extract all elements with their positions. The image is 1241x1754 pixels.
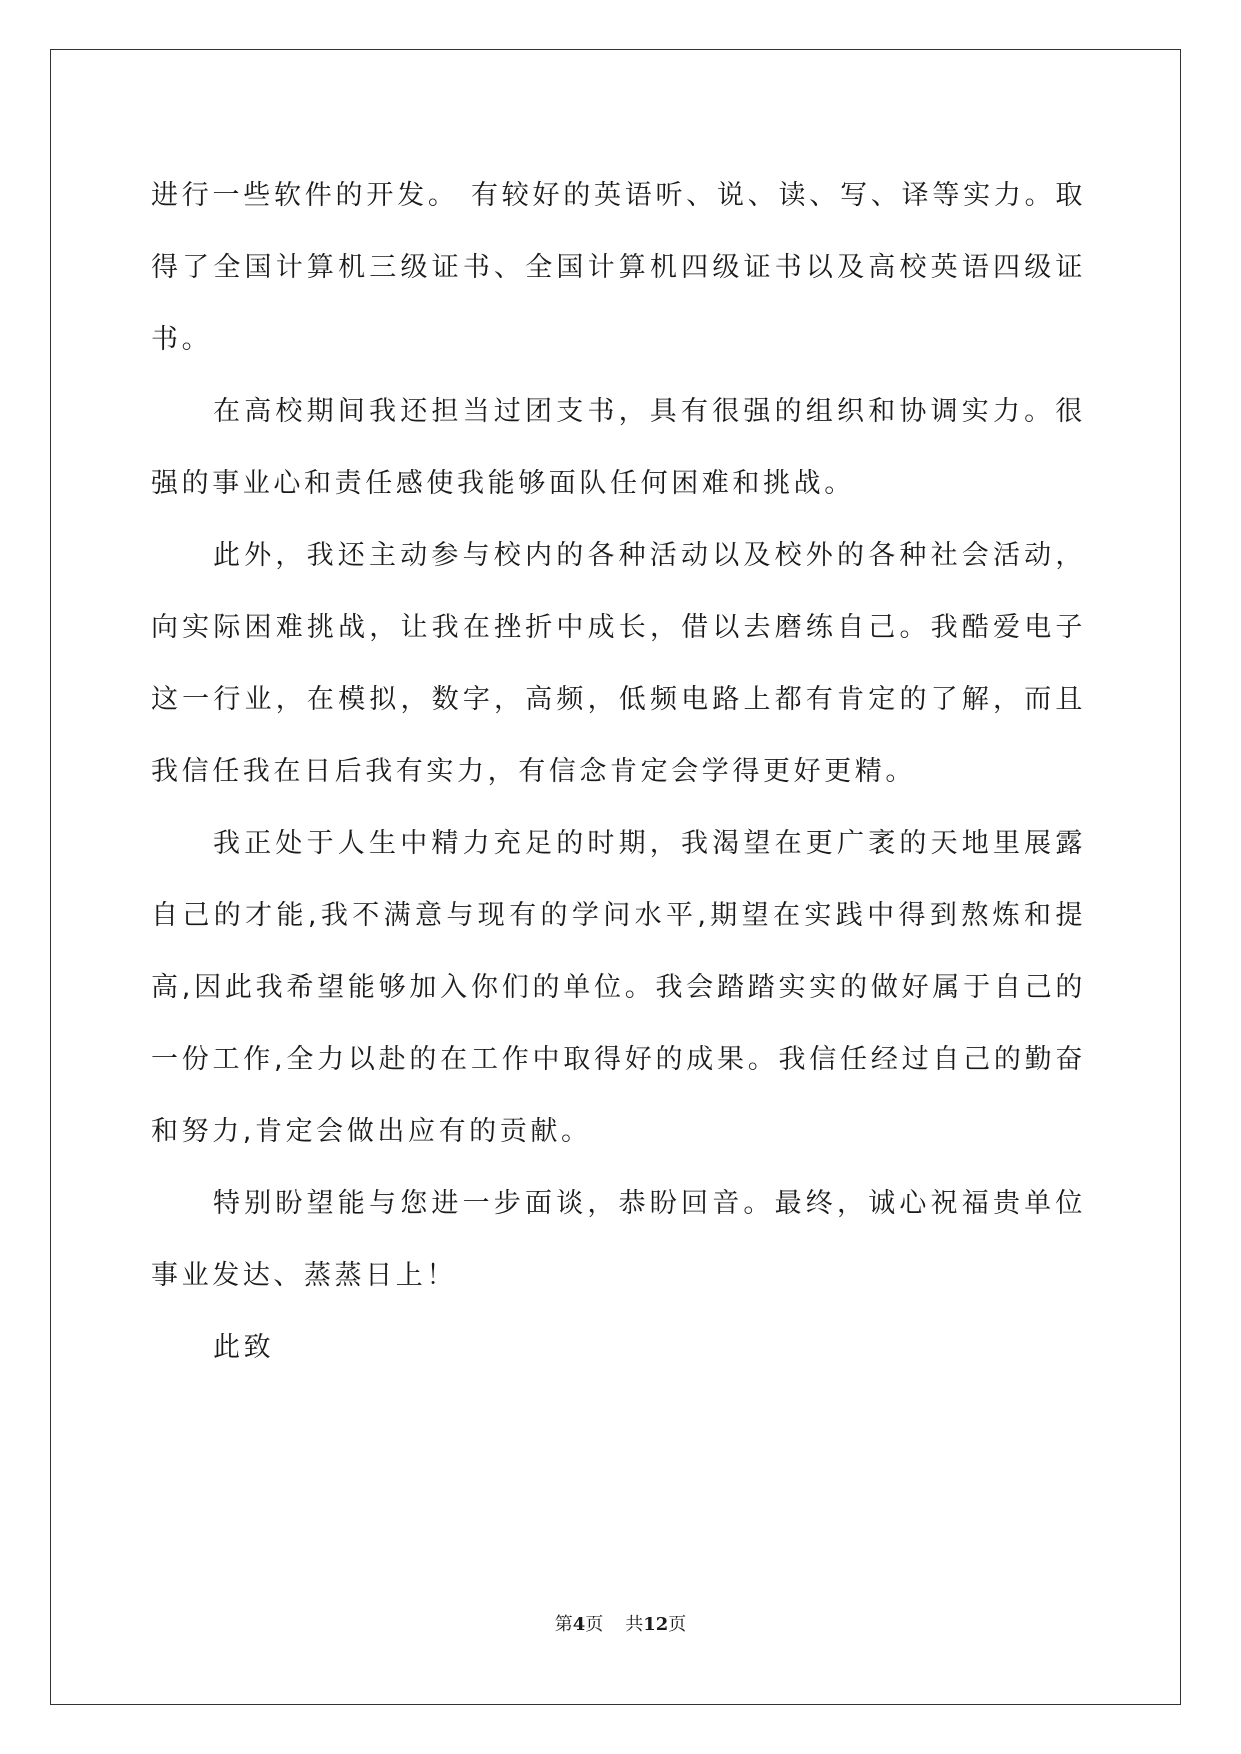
paragraph: 进行一些软件的开发。 有较好的英语听、说、读、写、译等实力。取得了全国计算机三级证书、全国计算机四级证书以及高校英语四级证书。 — [151, 180, 1086, 355]
total-prefix: 共 — [625, 1614, 644, 1635]
closing-salutation: 此致 — [213, 1332, 275, 1363]
paragraph: 此外，我还主动参与校内的各种活动以及校外的各种社会活动，向实际困难挑战，让我在挫折中成长，借以去磨练自己。我酷爱电子这一行业，在模拟，数字，高频，低频电路上都有肯定的了解，而且我信任我在日后我有实力，有信念肯定会学得更好更精。 — [151, 540, 1086, 787]
page-footer — [0, 1610, 1241, 1636]
total-suffix: 页 — [668, 1614, 687, 1635]
total-pages: 12 — [643, 1614, 669, 1635]
paragraph: 特别盼望能与您进一步面谈，恭盼回音。最终，诚心祝福贵单位事业发达、蒸蒸日上！ — [151, 1188, 1086, 1291]
page-prefix: 第 — [554, 1614, 573, 1635]
paragraph: 我正处于人生中精力充足的时期，我渴望在更广袤的天地里展露自己的才能,我不满意与现有的学问水平,期望在实践中得到熬炼和提高,因此我希望能够加入你们的单位。我会踏踏实实的做好属于自己的一份工作,全力以赴的在工作中取得好的成果。我信任经过自己的勤奋和努力,肯定会做出应有的贡献。 — [151, 828, 1086, 1147]
letter-body — [151, 160, 1086, 1384]
page-number: 4 — [572, 1614, 586, 1635]
paragraph: 在高校期间我还担当过团支书，具有很强的组织和协调实力。很强的事业心和责任感使我能够面队任何困难和挑战。 — [151, 396, 1086, 499]
page-suffix: 页 — [585, 1614, 604, 1635]
